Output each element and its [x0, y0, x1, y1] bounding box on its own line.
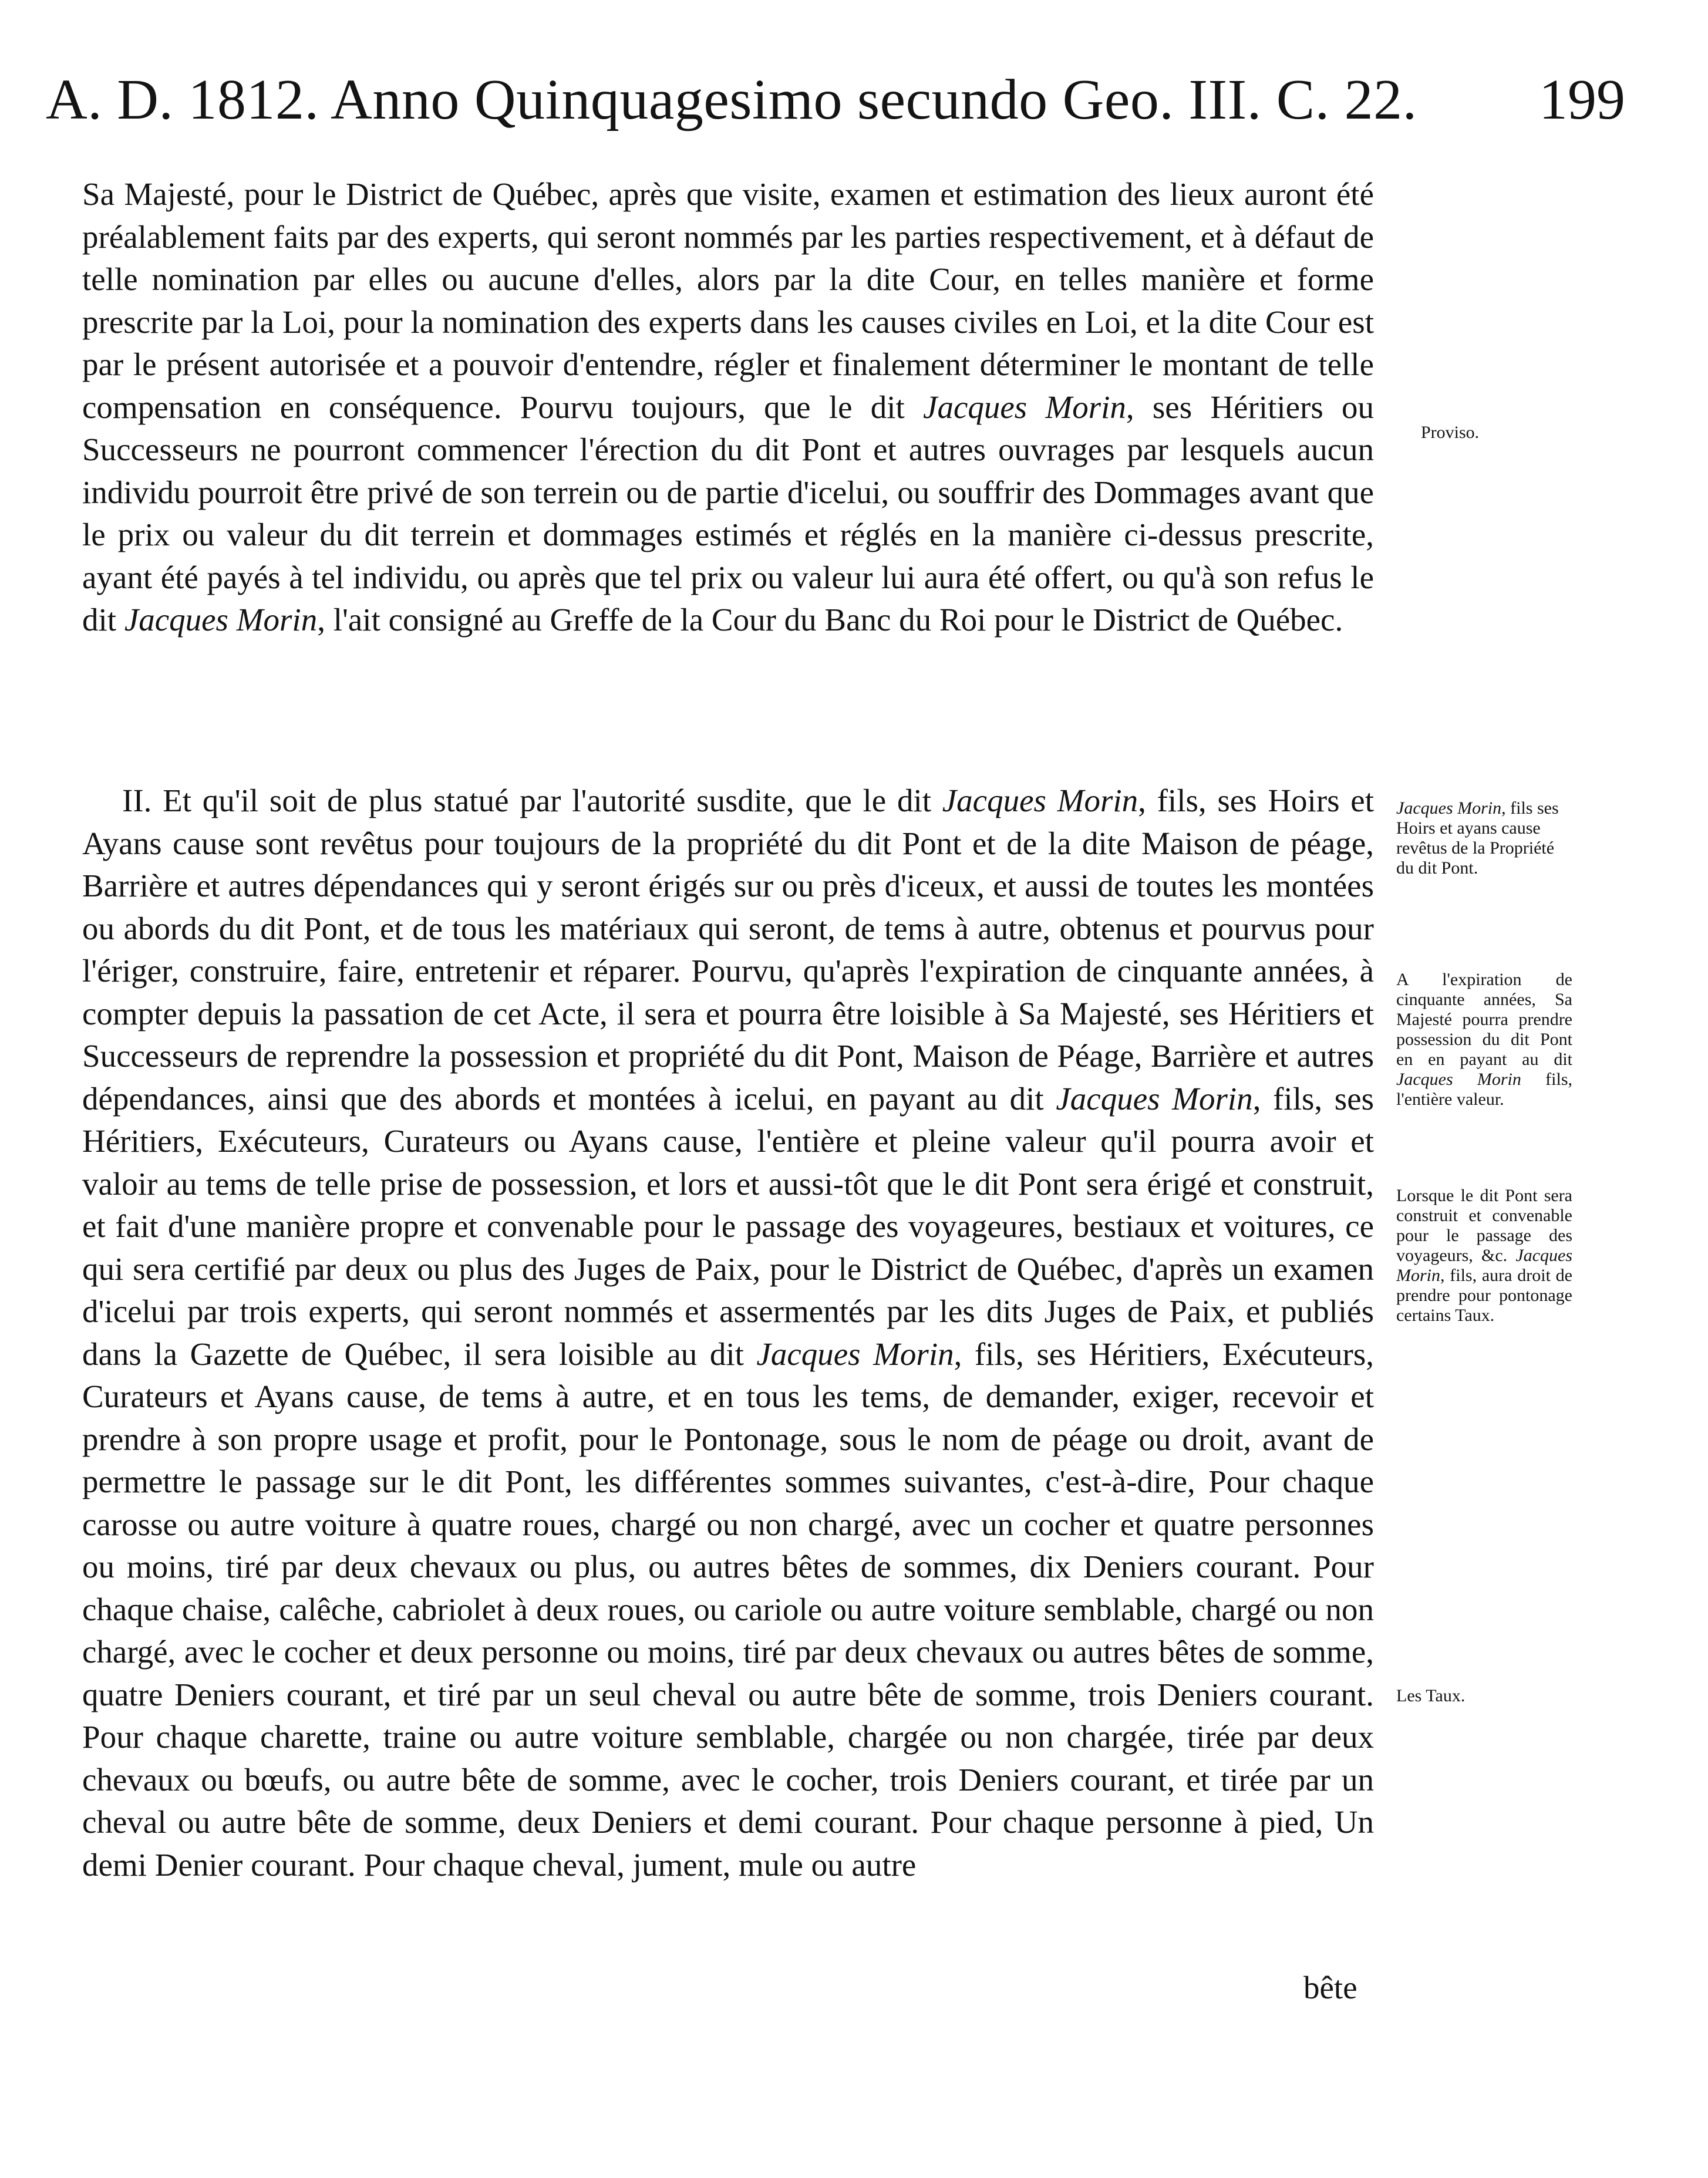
text-run: , l'ait consigné au Greffe de la Cour du Banc du Roi pour le District de Québec. [317, 602, 1343, 638]
margin-note-proviso: Proviso. [1421, 423, 1480, 442]
person-name: Jacques Morin [942, 783, 1138, 818]
text-run: , fils, ses Héritiers, Exécuteurs, Curateurs et Ayans cause, de tems à autre, et en tous les tems, de demander, exiger, recevoir et prendre à son propre usage et profit, pour le Pontonage, sous le nom de péage ou droit, avant de permettre le passage sur le dit Pont, les différentes sommes suivantes, c'est-à-dire, Pour chaque carosse ou autre voiture à quatre roues, chargé ou non chargé, avec un cocher et quatre personnes ou moins, tiré par deux chevaux ou plus, ou autres bêtes de sommes, dix Deniers courant. Pour chaque chaise, calêche, cabriolet à deux roues, ou cariole ou autre voiture semblable, chargé ou non chargé, avec le cocher et deux personne ou moins, tiré par deux chevaux ou autres bêtes de somme, quatre Deniers courant, et tiré par un seul cheval ou autre bête de somme, trois Deniers courant. Pour chaque charette, traine ou autre voiture semblable, chargée ou non chargée, tirée par deux chevaux ou bœufs, ou autre bête de somme, avec le cocher, trois Deniers courant, et tirée par un cheval ou autre bête de somme, deux Deniers et demi courant. Pour chaque personne à pied, Un demi Denier courant. Pour chaque cheval, jument, mule ou autre [82, 1336, 1374, 1883]
text-run: , ses Héritiers ou Successeurs ne pourront commencer l'érection du dit Pont et autres ouvrages par lesquels aucun individu pourroit être privé de son terrein ou de partie d'icelui, ou souffrir des Dommages avant que le prix ou valeur du dit terrein et dommages estimés et réglés en la manière ci-dessus prescrite, ayant été payés à tel individu, ou après que tel prix ou valeur lui aura été offert, ou qu'à son refus le dit [82, 389, 1374, 638]
text-run: , fils, ses Héritiers, Exécuteurs, Curateurs ou Ayans cause, l'entière et pleine valeur qu'il pourra avoir et valoir au tems de telle prise de possession, et lors et aussi-tôt que le dit Pont sera érigé et construit, et fait d'une manière propre et convenable pour le passage des voyageures, bestiaux et voitures, ce qui sera certifié par deux ou plus des Juges de Paix, pour le District de Québec, d'après un examen d'icelui par trois experts, qui seront nommés et assermentés par les dits Juges de Paix, et publiés dans la Gazette de Québec, il sera loisible au dit [82, 1080, 1375, 1372]
margin-note-taux: Les Taux. [1396, 1686, 1466, 1705]
person-name: Jacques Morin [1396, 1246, 1572, 1285]
person-name: Jacques Morin [756, 1336, 954, 1372]
running-title: A. D. 1812. Anno Quinquagesimo secundo Geo. III. C. 22. [46, 68, 1417, 132]
paragraph-continuation [82, 173, 1374, 642]
page-number: 199 [1539, 68, 1625, 132]
person-name: Jacques Morin [124, 602, 318, 638]
text-run: II. Et qu'il soit de plus statué par l'autorité susdite, que le dit [122, 783, 942, 818]
page-header [46, 59, 1625, 141]
text-run: Sa Majesté, pour le District de Québec, après que visite, examen et estimation des lieux auront été préalablement faits par des experts, qui seront nommés par les parties respectivement, et à défaut de telle nomination par elles ou aucune d'elles, alors par la dite Cour, en telles manière et forme prescrite par la Loi, pour la nomination des experts dans les causes civiles en Loi, et la dite Cour est par le présent autorisée et a pouvoir d'entendre, régler et finalement déterminer le montant de telle compensation en conséquence. Pourvu toujours, que le dit [82, 176, 1374, 425]
text-run: , fils, ses Hoirs et Ayans cause sont revêtus pour toujours de la propriété du dit Pont et de la dite Maison de péage, Barrière et autres dépendances qui y seront érigés sur ou près d'iceux, et aussi de toutes les montées ou abords du dit Pont, et de tous les matériaux qui seront, de tems à autre, obtenus et pourvus pour l'ériger, construire, faire, entretenir et réparer. Pourvu, qu'après l'expiration de cinquante années, à compter depuis la passation de cet Acte, il sera et pourra être loisible à Sa Majesté, ses Héritiers et Successeurs de reprendre la possession et propriété du dit Pont, Maison de Péage, Barrière et autres dépendances, ainsi que des abords et montées à icelui, en payant au dit [82, 783, 1374, 1117]
note-text: Lorsque le dit Pont sera construit et convenable pour le passage des voyageurs, &c. [1396, 1186, 1572, 1265]
note-text: , fils ses Hoirs et ayans cause revêtus de la Propriété du dit Pont. [1396, 798, 1559, 878]
note-text: , fils, aura droit de prendre pour pontonage certains Taux. [1396, 1266, 1572, 1325]
person-name: Jacques Morin [1056, 1080, 1253, 1117]
margin-note-expiration [1396, 970, 1572, 1110]
person-name: Jacques Morin [1396, 1070, 1521, 1089]
note-text: A l'expiration de cinquante années, Sa Majesté pourra prendre possession du dit Pont en en payant au dit [1396, 970, 1572, 1069]
section-ii-paragraph [82, 780, 1374, 1886]
person-name: Jacques Morin [1396, 798, 1502, 818]
margin-note-pontonage [1396, 1186, 1572, 1326]
person-name: Jacques Morin [923, 389, 1126, 425]
note-text: fils, l'entière valeur. [1396, 1070, 1572, 1109]
catchword: bête [1303, 1970, 1357, 2005]
margin-note-morin-property [1396, 798, 1572, 878]
